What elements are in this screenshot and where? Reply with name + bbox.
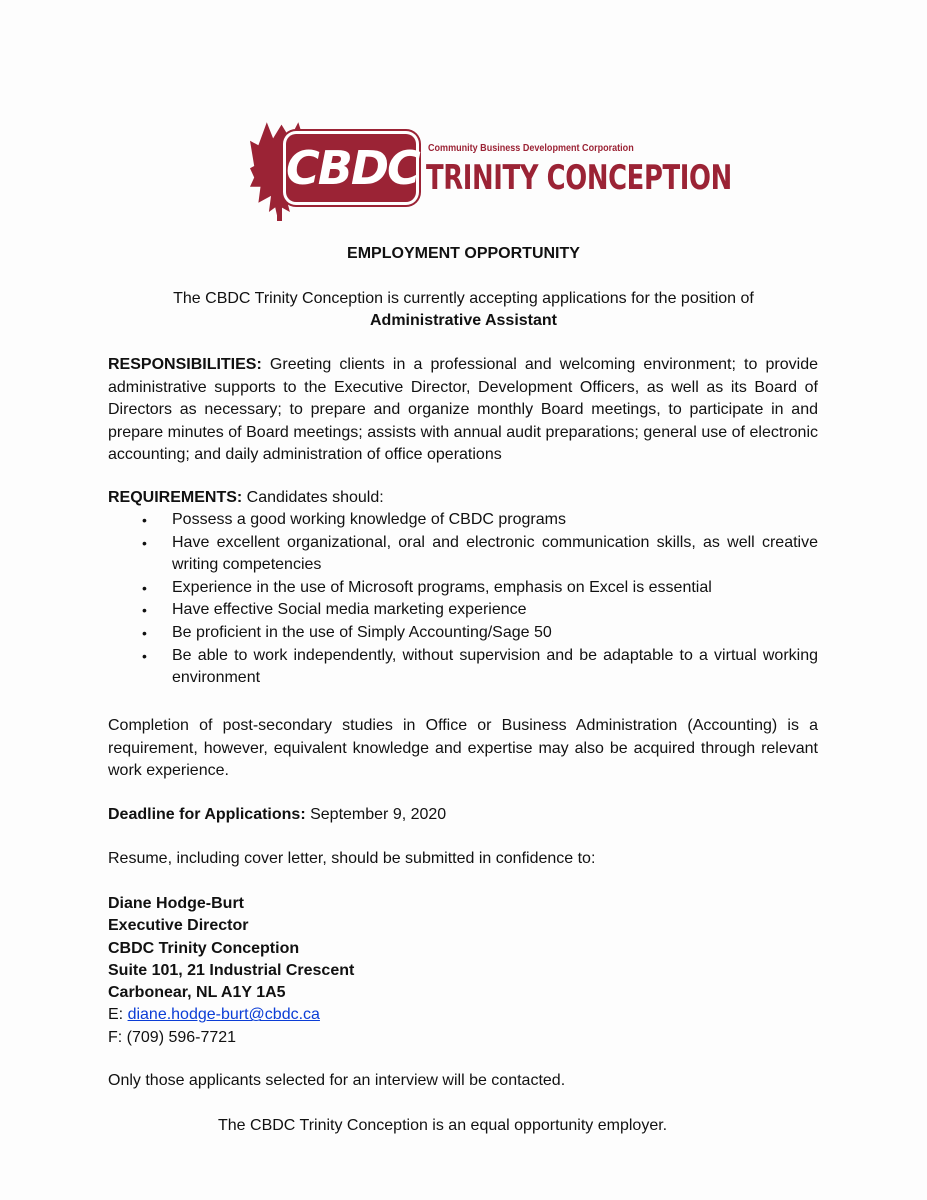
- submit-note: Resume, including cover letter, should be submitted in confidence to:: [108, 850, 596, 867]
- intro-line: The CBDC Trinity Conception is currently accepting applications for the position of: [173, 290, 754, 307]
- cbdc-logo: [250, 108, 732, 223]
- bullet-icon: •: [142, 534, 147, 551]
- bullet-icon: •: [142, 647, 147, 664]
- logo-wordmark: CBDC: [286, 141, 419, 195]
- position-title: Administrative Assistant: [369, 312, 557, 329]
- deadline-value: September 9, 2020: [305, 806, 447, 823]
- responsibilities-paragraph: [108, 354, 818, 467]
- contact-name: Diane Hodge-Burt: [108, 895, 244, 912]
- education-paragraph: Completion of post-secondary studies in Office or Business Administration (Accounting) is a requirement, however, equivalent knowledge and expertise may also be acquired through relevant work experience.: [108, 717, 818, 780]
- bullet-icon: •: [142, 624, 147, 641]
- contact-address-line2: Carbonear, NL A1Y 1A5: [108, 984, 286, 1002]
- list-item: • Have excellent organizational, oral and electronic communication skills, as well creative writing competencies: [142, 533, 818, 574]
- bullet-icon: •: [142, 512, 147, 528]
- logo-name: TRINITY CONCEPTION: [426, 158, 732, 198]
- logo-subtitle: Community Business Development Corporation: [428, 142, 634, 154]
- responsibilities-text: Greeting clients in a professional and welcoming environment; to provide administrative supports to the Executive Director, Development Officers, as well as its Board of Directors as necessary; to prepare and organize monthly Board meetings, to participate in and prepare minutes of Board meetings; assists with annual audit preparations; general use of electronic accounting; and daily administration of office operations: [108, 356, 818, 464]
- interview-note: Only those applicants selected for an interview will be contacted.: [108, 1072, 566, 1089]
- contact-title: Executive Director: [108, 917, 249, 935]
- email-link[interactable]: diane.hodge-burt@cbdc.ca: [127, 1006, 320, 1024]
- deadline-label: Deadline for Applications:: [108, 806, 306, 823]
- contact-address-line1: Suite 101, 21 Industrial Crescent: [108, 961, 355, 979]
- list-item: • Have effective Social media marketing experience: [108, 599, 818, 622]
- list-item: • Possess a good working knowledge of CBDC programs: [108, 509, 818, 532]
- requirements-label: REQUIREMENTS:: [108, 489, 243, 506]
- list-item: • Be proficient in the use of Simply Accounting/Sage 50: [108, 622, 818, 645]
- deadline-line: [108, 804, 446, 827]
- responsibilities-label: RESPONSIBILITIES:: [108, 356, 262, 373]
- contact-block: [108, 893, 354, 1049]
- equal-opportunity-note: The CBDC Trinity Conception is an equal opportunity employer.: [218, 1117, 668, 1134]
- requirements-list: [108, 509, 818, 690]
- bullet-icon: •: [142, 579, 147, 596]
- requirements-text: Candidates should:: [242, 489, 384, 506]
- list-item: • Be able to work independently, without supervision and be adaptable to a virtual working environment: [142, 646, 818, 687]
- contact-fax: F: (709) 596-7721: [108, 1028, 237, 1046]
- contact-org: CBDC Trinity Conception: [108, 939, 300, 957]
- contact-email-line: E: diane.hodge-burt@cbdc.ca: [108, 1006, 320, 1024]
- list-item: • Experience in the use of Microsoft programs, emphasis on Excel is essential: [108, 577, 818, 600]
- bullet-icon: •: [142, 602, 147, 619]
- page-title: EMPLOYMENT OPPORTUNITY: [347, 245, 580, 262]
- requirements-heading: [108, 487, 384, 510]
